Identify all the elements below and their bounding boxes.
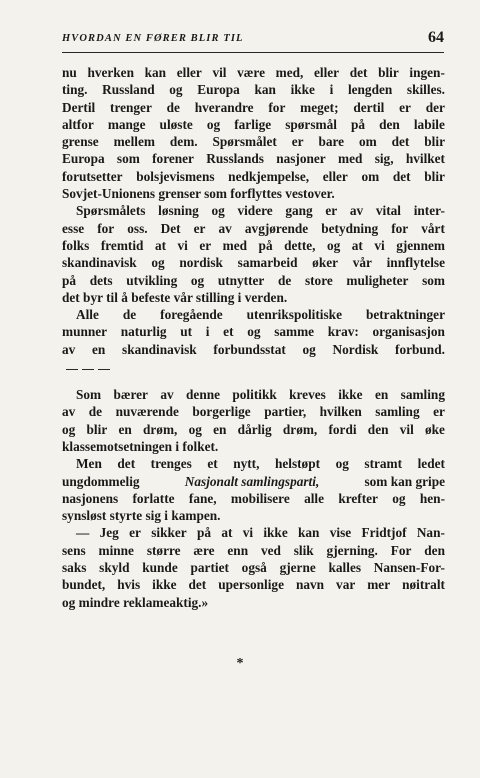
text-line: Sovjet-Unionens grenser som forflyttes vestover. bbox=[62, 186, 335, 202]
text-line: Som bærer av denne politikk kreves ikke en samling bbox=[76, 387, 445, 403]
party-name: Nasjonalt samlingsparti, bbox=[184, 473, 320, 489]
body-text bbox=[62, 64, 445, 611]
text-line: Spørsmålets løsning og videre gang er av vital inter- bbox=[76, 203, 445, 219]
running-title: HVORDAN EN FØRER BLIR TIL bbox=[62, 33, 244, 44]
text-line: det byr til å befeste vår stilling i verden. bbox=[62, 289, 288, 305]
text-line: Alle de foregående utenrikspolitiske betraktninger bbox=[76, 307, 445, 323]
text-line: grense mellem dem. Spørsmålet er bare om det blir bbox=[62, 134, 445, 150]
text-line: ting. Russland og Europa kan ikke i lengden skilles. bbox=[62, 82, 445, 98]
text-line: Dertil trenger de hverandre for meget; dertil er der bbox=[62, 99, 445, 115]
text-line: saks skyld kunde partiet også gjerne kalles Nansen-For- bbox=[62, 560, 445, 576]
text-line: av en skandinavisk forbundsstat og Nordisk forbund. bbox=[62, 341, 445, 357]
page-header bbox=[62, 30, 444, 53]
section-break-dash bbox=[82, 369, 94, 370]
text-line: altfor mange uløste og farlige spørsmål på den labile bbox=[62, 116, 445, 132]
text-line: folks fremtid at vi er med på dette, og at vi gjennem bbox=[62, 237, 445, 253]
section-break bbox=[62, 358, 445, 386]
section-break-dash bbox=[98, 369, 110, 370]
text-line: klassemotsetningen i folket. bbox=[62, 438, 219, 454]
text-line: — Jeg er sikker på at vi ikke kan vise Fridtjof Nan- bbox=[76, 525, 445, 541]
line-segment: som kan gripe bbox=[364, 473, 445, 489]
text-line: nasjonens forlatte fane, mobilisere alle krefter og hen- bbox=[62, 490, 445, 506]
page-number: 64 bbox=[428, 29, 444, 46]
text-line: Europa som forener Russlands nasjoner med sig, hvilket bbox=[62, 151, 445, 167]
end-mark: * bbox=[236, 656, 244, 671]
text-line: på dets utvikling og utnytter de store muligheter som bbox=[62, 272, 445, 288]
line-segment: ungdommelig bbox=[62, 473, 140, 489]
section-break-dash bbox=[66, 369, 78, 370]
text-line: skandinavisk og nordisk samarbeid øker vår innflytelse bbox=[62, 255, 445, 271]
text-line: Men det trenges et nytt, helstøpt og stramt ledet bbox=[76, 456, 445, 472]
text-line: sens minne større ære enn ved slik gjerning. For den bbox=[62, 542, 445, 558]
text-line: esse for oss. Det er av avgjørende betydning for vårt bbox=[62, 220, 445, 236]
text-line: bundet, hvis ikke det upersonlige navn var mer nøitralt bbox=[62, 577, 445, 593]
text-line: forutsetter bolsjevismens nedkjempelse, eller om det blir bbox=[62, 168, 445, 184]
text-line: og mindre reklameaktig.» bbox=[62, 594, 209, 610]
text-line: og blir en drøm, og en dårlig drøm, fordi den vil øke bbox=[62, 421, 445, 437]
text-line: nu hverken kan eller vil være med, eller det blir ingen- bbox=[62, 65, 445, 80]
text-line: av de nuværende borgerlige partier, hvilken samling er bbox=[62, 404, 445, 420]
text-line: synsløst styrte sig i kampen. bbox=[62, 508, 221, 524]
text-line bbox=[62, 473, 445, 490]
text-line: munner naturlig ut i et og samme krav: organisasjon bbox=[62, 324, 445, 340]
